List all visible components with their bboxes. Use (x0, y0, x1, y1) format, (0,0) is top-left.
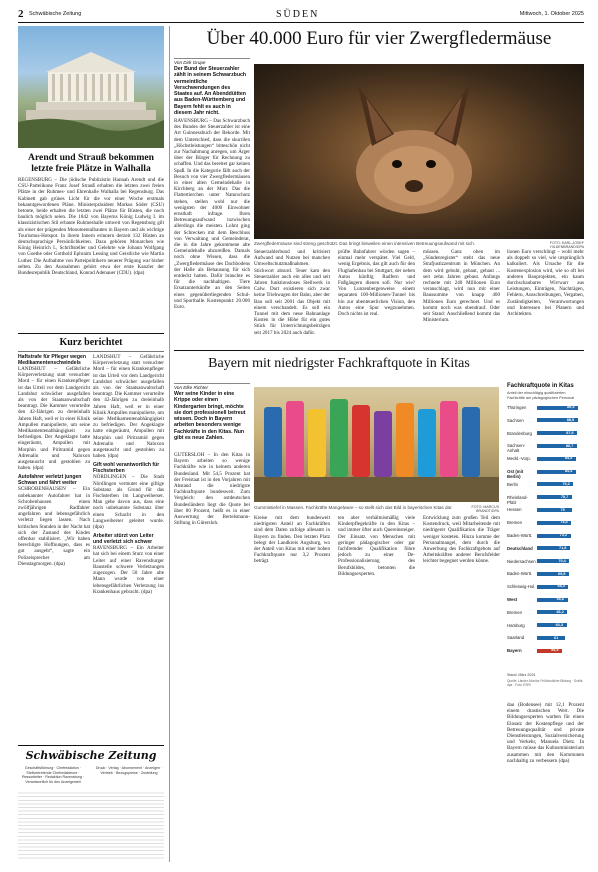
impressum-filler (18, 790, 164, 860)
story-divider-rule (174, 350, 584, 351)
chart-value-label: 79,2 (562, 482, 570, 486)
kurz-item-title: Haftstrafe für Pfleger wegen Medikamentenschwindels (18, 354, 86, 366)
kita-photo-credit: FOTO: MARCUS BRANDT/DPA (471, 505, 499, 513)
issue-date: Mittwoch, 1. Oktober 2025 (519, 11, 584, 17)
kita-headline: Bayern mit niedrigster Fachkraftquote in Kitas (208, 356, 470, 371)
kurz-column-a (18, 354, 90, 742)
impressum-logo: Schwäbische Zeitung (25, 749, 157, 762)
main-col5: lionen Euro verschlingt – wohl mehr als doppelt so viel, wie ursprünglich kalkuliert. Als Ursache für die Kostenexplosion wird, wie so oft bei anderen Bauprojekten, ein kaum durchschaubares Wirrwarr aus Leistungen, Einträgen, Nachträgen, Fehlern, Ausschreibungen, Vergaben, Zuständigkeiten, Verantwortungen und Interessen bei Planern und Architekten. (507, 249, 584, 318)
walhalla-body: REGENSBURG – Die jüdische Publizistin Hannah Arendt und die CSU-Parteiikone Franz Josef Strauß erhalten die letzten zwei freien Plätze in der Ruhmes- und Ehrenhalle Walhalla bei Regensburg. Das Kabinett gab grünes Licht für die vor einer Woche erstmals bekanntgewordenen Pläne. Ministerpräsident Markus Söder (CSU) betonte, beide erhalten die letzten zwei Plätze für Büsten, die noch baulich möglich seien. Die 1842 von Bayerns König Ludwig I. im klassizistischen Stil erbaute Ruhmeshalle umweit von Regensburg gilt als einer der prägenden Monumentalbauten in Bayern und als wichtige Tourismus-Hotspot. In ihrem Innern erinnern derzeit 132 Büsten an deutschsprachige Persönlichkeiten. Dazu gehören Monarchen wie König Heinrich I., Schriftsteller und Gelehrte wie Johann Wolfgang von Goethe oder Gotthold Ephraim Lessing und Geistliche wie Martin Luther. Die Aufnahme von Parteipolitikern neuerer Prägung war bisher selten. Zu den Ausnahmen gehört etwa der erste Kanzler der Bundesrepublik Deutschland, Konrad Adenauer (CDU). (dpa) (18, 177, 164, 277)
impressum-left: Geschäftsführung · Chefredaktion · Stellvertretende Chefredakteure · Ressortleiter · Redaktion Ravensburg · Verantwortlich für den Anzeigenteil (21, 766, 85, 784)
chart-value-label: 87,6 (566, 430, 574, 435)
chart-value-label: 75,7 (560, 494, 569, 499)
chart-category-label: West (507, 597, 518, 602)
bat-icon (254, 64, 584, 239)
walhalla-headline: Arendt und Strauß bekommen letzte freie Plätze in Walhalla (28, 152, 154, 174)
kita-col4: Entwicklung zum großen Teil dem Kostendruck, weil Mitarbeitende mit niedrigerer Qualifikation die Träger weniger kosteten. Hinzu komme der Personalmangel, dem durch die Anwerbung des Fachkraftgebots auf Arbeitskräften anderer Berufsfelder leichter begegnet werden könne. (423, 515, 500, 565)
chart-value-label: 64,3 (555, 622, 563, 627)
chart-source: Stand: März 2024 (507, 673, 536, 677)
kita-col2: Kreise mit dem bundesweit niedrigsten Anteil an Fachkräften sind dem Daten zufolge allesamt in Bayern zu finden. Den letzten Platz belegt der Landkreis Augsburg, wo der Anteil von Kitas mit einer hohen Fachkraftquote nur 3,2 Prozent beträgt. (254, 515, 330, 565)
chart-category-label: Bremen (507, 609, 523, 615)
chart-category-label: Brandenburg (507, 430, 532, 436)
chart-value-label: 70,4 (558, 558, 566, 563)
kita-col1: GÜTERSLOH – In den Kitas in Bayern arbeiten so wenige Fachkräfte wie in keinem anderen Bundesland. Mit 54,5 Prozent hat der Freistaat ist in den Vorjahren mit Abstand die niedrigste Fachkraftquote bundesweit. Zum Vergleich: den ostdeutschen Bundesländern liegt die Quote bei über 80 Prozent, heißt es in einer Auswertung der Bertelsmann-Stiftung in Gütersloh. (174, 452, 250, 527)
chart-category-label: Meckl.-Vorp. (507, 456, 531, 462)
kurz-item-body: SCHROBENHAUSEN – Ein unbekannter Autofahrer hat in Schrobenhausen einen zwölfjährigen Radfahrer angefahren und lebensgefährlich verletzt liegen lassen. Nach kritischen Stunden in der Nacht hat sich der Zustand des Kindes offenbar stabilisiert. „Wir haben berechtigte Hoffnungen, dass es gut ausgeht“, sagte ein Polizeisprecher am Dienstagmorgen. (dpa) (18, 486, 90, 567)
chart-value-label: 75 (560, 507, 565, 512)
main-col4: müssen. Ganz oben im „Sündenregister“ steht das neue Strafjustizzentrum in München. An dem wird gebuht, gebaut, gebaut ... seit zehn Jahren gebaut. Anfangs rechnete mit 240 Millionen Euro veranschlagt, wird nun mit einer Baussumme von knapp 400 Millionen Euro gerechnet. Und es kommt noch was obendrauf. Oder seit Stand: Anschließend kommt das Ministerium. (423, 249, 500, 324)
chart-category-label: Niedersachsen (507, 558, 536, 564)
kurz-item-title: Autofahrer verletzt jungen Schwan und fährt weiter (18, 474, 82, 487)
chart-value-label: 88,5 (566, 418, 575, 422)
kita-photo-caption: Gummistiefel in Massen. Fachkräfte Mangelware – so stellt sich das Bild in bayerischen Kitas dar. (254, 505, 453, 510)
left-column-divider (169, 26, 170, 862)
chart-value-label: 68,4 (557, 584, 565, 589)
chart-value-label: 66,2 (556, 610, 564, 614)
chart-value-label: 61 (554, 635, 559, 640)
chart-title: Fachkraftquote in Kitas (507, 383, 574, 389)
chart-category-label: Deutschland (507, 545, 533, 551)
main-headline: Über 40.000 Euro für vier Zwergfledermäuse (206, 28, 552, 49)
chart-category-label: Schleswig-Hol. (507, 584, 536, 590)
chart-category-label: Hamburg (507, 622, 525, 628)
chart-category-label: Hessen (507, 507, 522, 513)
chart-value-label: 54,5 (551, 648, 559, 653)
fachkraft-chart (507, 383, 584, 698)
main-byline: Von Dirk Grupe (174, 58, 250, 65)
chart-category-label: Sachsen-Anhalt (507, 443, 526, 454)
chart-bar (537, 508, 572, 512)
kurz-item-body: RAVENSBURG – Ein Arbeiter hat sich bei einem Sturz von einer Leiter auf einer Ravensburger Baustelle schwere Verletzungen zugezogen. Der 50 Jahre alte Mann wurde von einer lebensgefährlichen Verletzung ins Krankenhaus gebracht. (dpa) (93, 545, 164, 595)
kurz-item-body: LANDSHUT – Gefährliche Körperverletzung statt versuchter Mord – für einen Krankenpfleger ist das Urteil vor dem Landgericht Landshut schwächer ausgefallen als von der Staatsanwaltschaft beantragt. Die Kammer verurteilte den 42-Jährigen zu dreieinhalb Jahren Haft, weil er in einer Klinik Ampullen manipulierte, um seine Medikamentenabhängigkeit zu befriedigen. Der Angeklagte hatte eingeräumt, Ampullen mit Morphin und Piritramid gegen Adrenalin und Naloxon ausgetauscht und gestohlen zu haben. (dpa) (93, 354, 164, 460)
rubber-boots-icon (254, 387, 499, 502)
chart-value-label: 74,5 (560, 520, 568, 525)
main-col1b-text: Das die Flattertierchen unter Naturschutz stehen, stellen wohl nur die wenigsten der 4000 Einwohner ernsthaft infrage. Ihren Betreuungsaufwand inzwischen allerdings die meisten. Lohnt ging der Schrecken mit dem Beschluss von Verwaltung und Gemeinderat, die in die Jahre gekommene alte Gemeindehalle abzureißen. Damals noch ohne Wissen, dass die „Zwergfledermäuse des Dachbodens der Halle als Behausung für sich entdeckt hatten. Dafür brauchte es für die nachhaltigen. Tiere Ersatzunterkünfte an den Seiten eines gegenüberliegenden Schul- und Sporthalle. Kostenpunkt: 20.000 Euro. (174, 186, 250, 311)
main-col2: Steuerzahlerbund und kritisiert Aufwand und Nutzen bei manchen Umweltschutzmaßnahmen. Stichwort absurd. Teuer kam den Steuerzahler auch ein alles und seit Jahren funktionsloses Stellwerk in Calw. Dort existieren sich zwar keine Triebwagen der Bahn, aber der Bau soll seit 2001 das Objekt mit einem verschandelt. Es soll ein Tunnel mit dem neue Bahnanlage Kosten in die Höhe für ein gutes Stück für Unterrichtungsbeiträgen seit 2017 bis 2024 auch dafür. (254, 249, 330, 336)
chart-category-label: Ost (mit Berlin) (507, 469, 524, 479)
paper-name: Schwäbische Zeitung (29, 11, 82, 17)
bat-photo-credit: FOTO: KARL-JOSEF HILDENBRAND/DPA (549, 241, 584, 249)
chart-category-label: Thüringen (507, 405, 527, 410)
chart-category-label: Berlin (507, 481, 518, 487)
chart-value-label: 84,5 (564, 456, 573, 461)
chart-category-label: Baden-Württ. (507, 533, 533, 538)
kurz-heading: Kurz berichtet (59, 337, 123, 348)
chart-value-label: 71,8 (559, 546, 567, 550)
chart-value-label: 89,3 (567, 405, 575, 410)
impressum-rule (18, 745, 164, 746)
chart-value-label: 66,6 (556, 597, 565, 602)
masthead (18, 8, 584, 22)
walhalla-building-icon (18, 26, 164, 148)
main-lead: Der Bund der Steuerzahler zählt in seinem Schwarzbuch vermeintliche Verschwendungen des Staates auf. An Abenddüitten aus Baden-Württemberg und Bayern fehlt es auch in diesem Jahr nicht. (174, 66, 247, 117)
kita-lead: Wer seine Kinder in eine Krippe oder einen Kindergarten bringt, möchte sie dort professionell betreut wissen. Doch in Bayern arbeiten besonders wenige Fachkräfte in den Kitas. Nun gibt es neue Zahlen. (174, 391, 246, 442)
walhalla-photo (18, 26, 164, 148)
kita-photo (254, 387, 499, 502)
kurz-item-body: NÖRDLINGEN – Die Stadt Nördlingen vermutet eine giftige Substanz als Grund für das Fischsterben im Langweiherser. Man gehe davon aus, dass eine noch unbekannte Substanz über einen Schacht in den Langweiherser geleitet wurde. (dpa) (93, 474, 164, 531)
kurz-item-title: Gift wohl verantwortlich für Fischsterben (93, 462, 160, 475)
chart-value-label: 84,4 (564, 469, 573, 474)
main-col1-text: RAVENSBURG – Das Schwarzbuch des Bundes der Steuerzahler ist eine Art Guinnessbuch der Rekorde. Mit dem Unterschied, dass die skurrilen „Höchstleistungen“ bitteschön nicht zur Nachahmung anregen, um Ärger über der Bürger für Rechnung zu schaffen. Und das bereitet gar keinen Spaß. In die Kategorie fällt auch der Besuch von vier Zwergfledermäusen in einer alten Gemeindehalle in Kirchberg an der Murr. (174, 118, 250, 193)
masthead-rule (18, 22, 584, 23)
page-number: 2 (18, 8, 24, 20)
kita-byline: Von Elke Richter (174, 383, 250, 390)
main-col1 (174, 118, 250, 346)
main-col3: prüfte Bahnfahrer würden sagen – einmal mehr verspätet. Viel Geld, wenig Ergebnis, das gilt auch für den Flughafenbau bei Stuttgart, der neben Autos künftig Radfern und Fußgängern dienen soll. Nur wie? Von Lunzenbergenweise einem separaten 100-Millionen-Tunnel bis hin zur abenteuerlichen Vision, den Autos eine Spur wegzunehmen. Doch nichts ist real. (338, 249, 415, 318)
chart-category-label: Bremen (507, 520, 523, 526)
section-title: SÜDEN (276, 9, 320, 20)
chart-category-label: Saarland (507, 635, 525, 641)
chart-bars (507, 405, 584, 665)
chart-category-label: Baden-Württ. (507, 571, 533, 577)
chart-category-label: Rheinland-Pfalz (507, 494, 528, 505)
kita-col3: ten aber verhältnismäßig viele Kinderpflegekräfte in den Kitas – und immer öfter auch Quereinsteiger. Der Einsatz von Menschen mit geringer pädagogischer oder gar fachfremder Qualifikation führe jedoch zu einer De-Professionalisierung des Berufsbildes, betonten die Bildungsexperten. (338, 515, 415, 577)
impressum-right: Druck · Verlag · Abonnement · Anzeigen · Vertrieb · Bezugspreise · Zustellung (95, 766, 163, 775)
bat-photo (254, 64, 584, 239)
kurz-item-title: Arbeiter stürzt von Leiter und verletzt sich schwer (93, 533, 154, 546)
chart-subtitle: Anteil der einschlägig qualifizierten Fachkräfte am pädagogischen Personal (507, 391, 575, 400)
kurz-item-body: LANDSHUT – Gefährliche Körperverletzung statt versuchter Mord – für einen Krankenpfleger ist das Urteil vor dem Landgericht Landshut schwächer ausgefallen als von der Staatsanwaltschaft beantragt. Die Kammer verurteilte den 42-Jährigen zu dreieinhalb Jahren Haft, weil er in einer Klinik Ampullen manipulierte, um seine Medikamentenabhängigkeit zu befriedigen. Der Angeklagte hatte eingeräumt, Ampullen mit Morphin und Piritramid gegen Adrenalin und Naloxon ausgetauscht und gestohlen zu haben. (dpa) (18, 366, 90, 472)
kita-col5: dau (Bodensee) mit 12,1 Prozent einem drastischen Wert. Die Bildungsexperten warben für einen Einsatz der Kostenpflege und der Betreuungsqualität und private Dienstleistungen, Sozialversicherung und Verkehr, Manuela Dietz. In Bayern müsse das Kultusministerium zusammen mit den Kommunen nachhaltig zu verbessern (dpa) (507, 702, 584, 764)
chart-value-label: 69,5 (557, 571, 566, 576)
chart-value-label: 73,2 (559, 533, 568, 538)
bat-photo-caption: Zwergfledermäuse sind streng geschützt. Das bringt bisweilen einen intensiven Betreuungsaufwand mit sich. (254, 241, 476, 246)
kurz-column-b (93, 354, 164, 742)
kurz-heading-rule (18, 351, 164, 352)
chart-bar (537, 636, 565, 640)
kurz-rule (18, 333, 164, 334)
chart-value-label: 86,7 (565, 443, 574, 448)
chart-category-label: Sachsen (507, 417, 524, 423)
chart-credit: Quelle: Länder-Monitor Frühkindliche Bildung · Grafik: dpa · Foto: ESRI (507, 679, 584, 687)
chart-category-label: Bayern (507, 648, 522, 654)
